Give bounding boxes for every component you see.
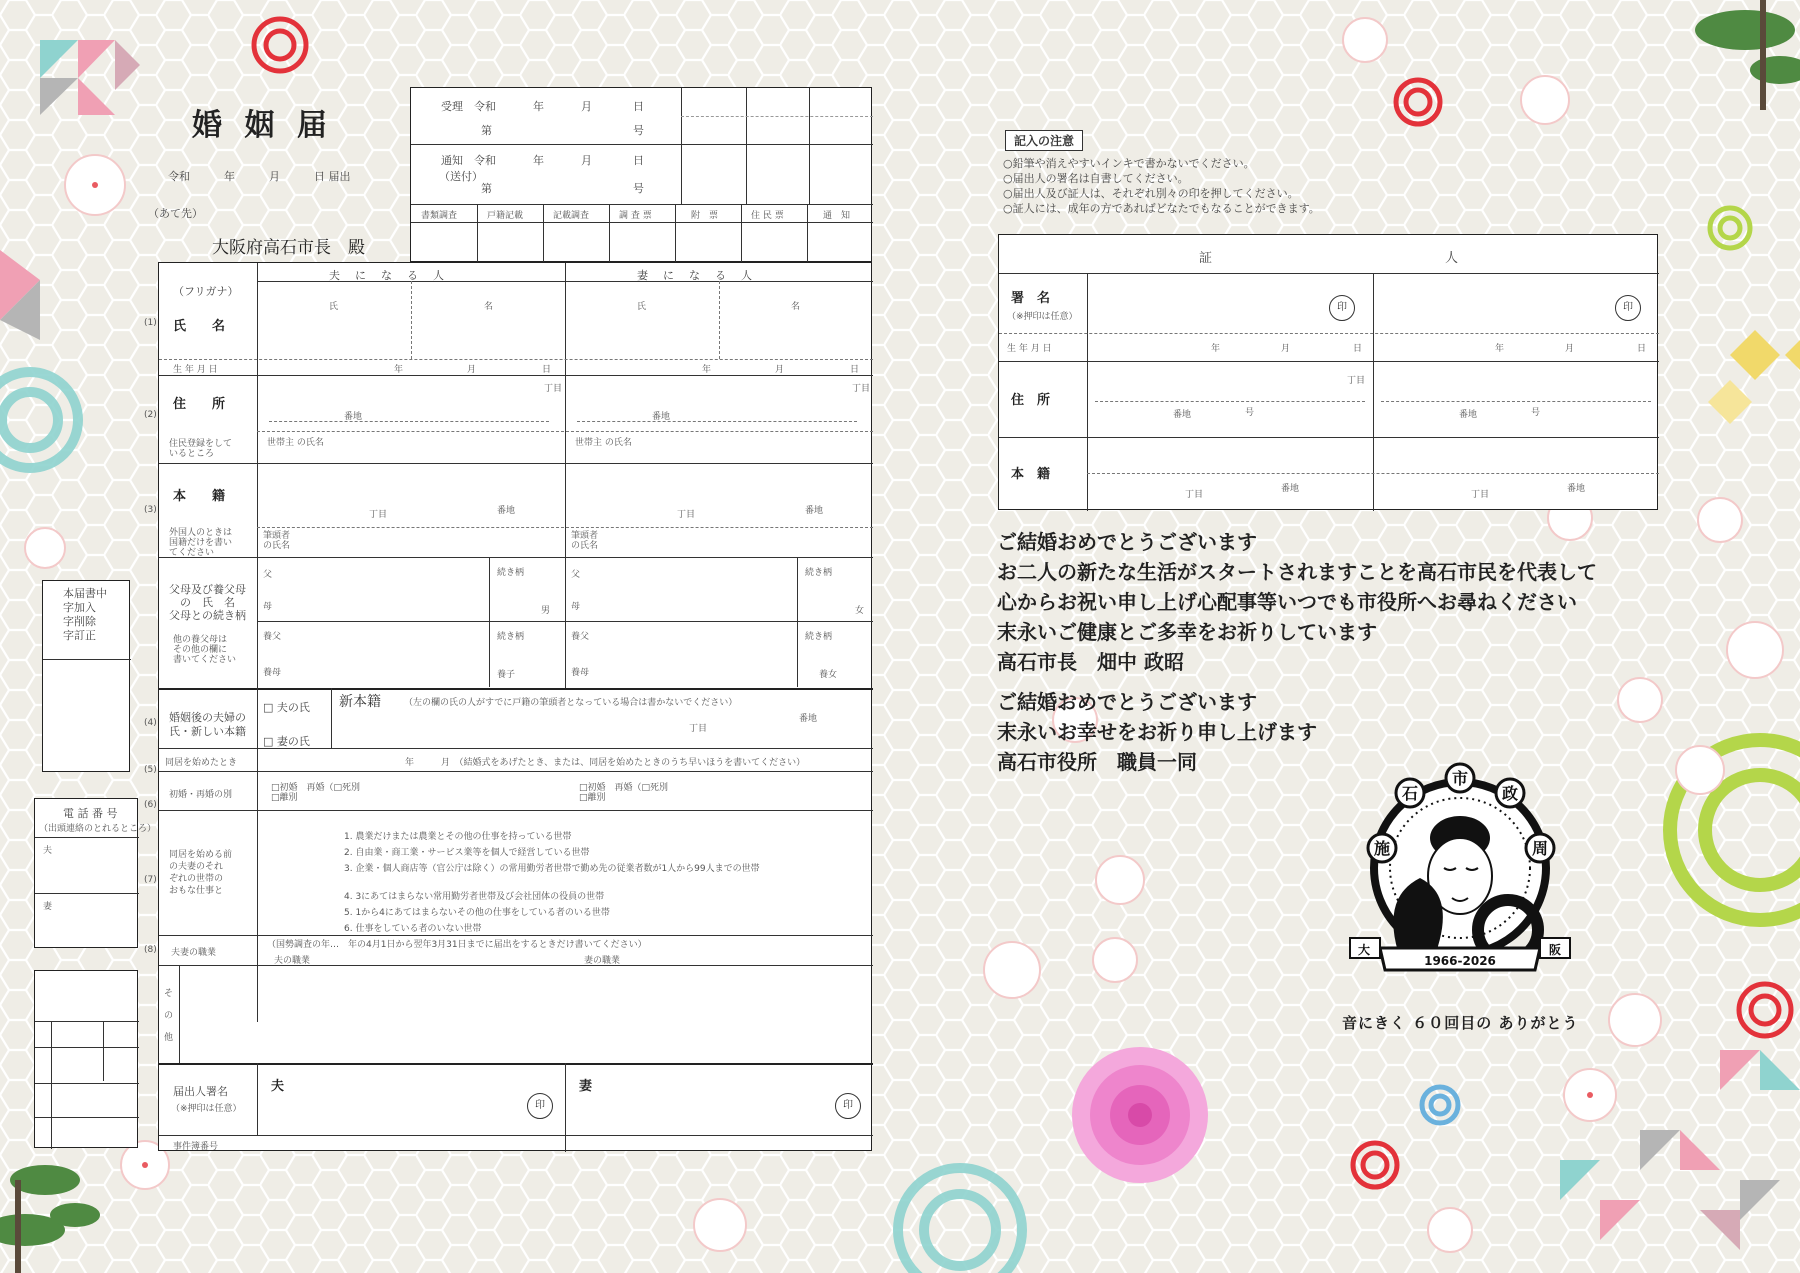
logo-ring-text: 市 [1451, 769, 1469, 788]
notes-title: 記入の注意 [1005, 130, 1083, 151]
message-line: 心からお祝い申し上げ心配事等いつでも市役所へお尋ねください [997, 590, 1577, 614]
witness-table: 証 人 署 名 （※押印は任意） 印 印 生 年 月 日 年 月 日 年 月 日 住 所 丁目 番地 番地 号 号 本 籍 丁目 番地 丁目 番地 [998, 234, 1658, 510]
chrysanthemum-flower-icon [1072, 1047, 1208, 1183]
message-line: 末永いご健康とご多幸をお祈りしています [997, 620, 1377, 644]
message-signature: 高石市長 畑中 政昭 [997, 650, 1184, 674]
logo-ring-text: 石 [1401, 784, 1419, 803]
logo-ring-text: 施 [1373, 839, 1391, 858]
message-line: ご結婚おめでとうございます [997, 690, 1257, 714]
addressee-prefix: （あて先） [148, 207, 203, 220]
message-line: 末永いお幸せをお祈り申し上げます [997, 720, 1317, 744]
correction-box: 本届書中 字加入 字削除 字訂正 [42, 580, 130, 772]
logo-ring-text: 政 [1501, 784, 1519, 803]
note-line: ○届出人の署名は自書してください。 [1003, 172, 1189, 185]
phone-box: 電 話 番 号 （出頭連絡のとれるところ） 夫 妻 [34, 798, 138, 948]
office-stamp-box [34, 970, 138, 1148]
addressee: 大阪府高石市長 殿 [212, 238, 365, 258]
date-line: 令和 年 月 日 届出 [168, 170, 351, 183]
logo-banner-text: 阪 [1548, 943, 1562, 957]
logo-banner-text: 大 [1357, 943, 1371, 957]
logo-caption: 音にきく ６０回目の ありがとう [1342, 1014, 1579, 1032]
note-line: ○届出人及び証人は、それぞれ別々の印を押してください。 [1003, 187, 1299, 200]
row-numbers: (1) [144, 318, 157, 328]
anniversary-logo-icon [1340, 758, 1580, 1008]
marriage-form-table: 夫 に な る 人 妻 に な る 人 （フリガナ） 氏 名 氏 名 氏 名 生 年 月 日 年 月 日 年 月 日 住 所 住民登録をして いるところ 丁目 丁目 番地 番地 世帯主 の氏名 世帯主 の氏名 本 籍 外国人のときは 国籍だけを書い てください 丁目 番地 丁目 番地 筆頭者 の氏名 筆頭者 の氏名 父母及び養父母 の 氏 名 父母との続き柄 他の養父母は その他の欄に 書いてください 父 母 父 母 続き柄 続き柄 男 女 養父 養母 養父 養母 続き柄 続き柄 養子 養女 婚姻後の夫婦の 氏・新しい本籍 □ 夫の氏 □ 妻の氏 新本籍 （左の欄の氏の人がすでに戸籍の筆頭者となっている場合は書かないでください） 丁目 番地 同居を始めたとき 年 月 （結婚式をあげたとき、または、同居を始めたときのうち早いほうを書いてください） 初婚・再婚の別 □初婚 再婚（□死別 □離別 □初婚 再婚（□死別 □離別 同居を始める前 の夫妻のそれ ぞれの世帯の おもな仕事と 1. 農業だけまたは農業とその他の仕事を持っている世帯 2. 自由業・商工業・サービス業等を個人で経営している世帯 3. 企業・個人商店等（官公庁は除く）の常用勤労者世帯で勤め先の従業者数が1人から99人までの世帯 4. 3にあてはまらない常用勤労者世帯及び会社団体の役員の世帯 5. 1から4にあてはまらないその他の仕事をしている者のいる世帯 6. 仕事をしている者のいない世帯 夫妻の職業 （国勢調査の年… 年の4月1日から翌年3月31日までに届出をするときだけ書いてください） 夫の職業 妻の職業 そ の 他 届出人署名 （※押印は任意） 夫 妻 印 印 事件簿番号 [158, 262, 872, 1151]
note-line: ○鉛筆や消えやすいインキで書かないでください。 [1003, 157, 1255, 170]
logo-ring-text: 周 [1531, 839, 1549, 858]
notes-list [1003, 156, 1320, 216]
message-line: お二人の新たな生活がスタートされますことを高石市民を代表して [997, 560, 1597, 584]
message-line: ご結婚おめでとうございます [997, 530, 1257, 554]
reception-box: 受理 令和 年 月 日 第 号 通知 令和 （送付） 年 月 日 第 号 書類調査 戸籍記載 記載調査 調 査 票 附 票 住 民 票 通 知 [410, 87, 872, 262]
note-line: ○証人には、成年の方であればどなたでもなることができます。 [1003, 202, 1320, 215]
form-title: 婚 姻 届 [192, 108, 333, 143]
logo-years: 1966-2026 [1424, 954, 1496, 968]
message-signature: 高石市役所 職員一同 [997, 750, 1197, 774]
